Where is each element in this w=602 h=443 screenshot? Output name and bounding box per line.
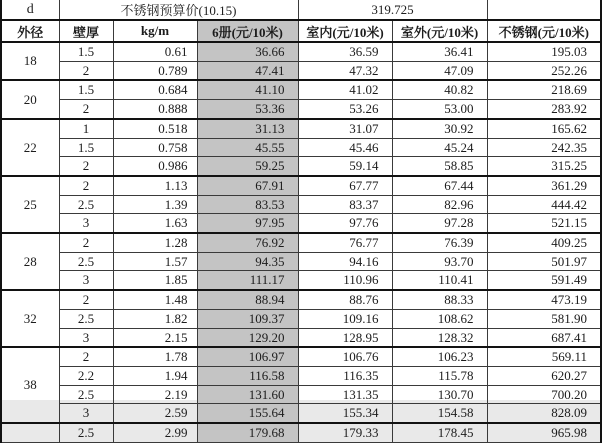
indoor-price-cell: 131.35 — [298, 385, 392, 404]
outdoor-price-cell: 45.24 — [392, 138, 487, 157]
outdoor-price-cell: 36.41 — [392, 42, 487, 61]
outdoor-price-cell: 82.96 — [392, 195, 487, 214]
book6-price-cell: 179.68 — [197, 423, 298, 442]
indoor-price-cell: 83.37 — [298, 195, 392, 214]
book6-price-cell: 131.60 — [197, 385, 298, 404]
book6-price-cell: 94.35 — [197, 252, 298, 271]
indoor-price-cell: 106.76 — [298, 347, 392, 366]
outdoor-price-cell: 97.28 — [392, 214, 487, 233]
outdoor-price-cell: 93.70 — [392, 252, 487, 271]
stainless-price-cell: 965.98 — [487, 423, 601, 442]
wall-thickness-cell: 1.5 — [59, 80, 113, 99]
wall-thickness-cell: 2 — [59, 347, 113, 366]
kg-per-m-cell: 0.986 — [113, 157, 197, 176]
wall-thickness-cell: 2 — [59, 290, 113, 309]
outdoor-price-cell: 53.00 — [392, 100, 487, 119]
stainless-price-cell: 591.49 — [487, 271, 601, 290]
stainless-price-cell: 242.35 — [487, 138, 601, 157]
indoor-price-cell: 45.46 — [298, 138, 392, 157]
wall-thickness-cell: 3 — [59, 328, 113, 347]
stainless-price-cell: 315.25 — [487, 157, 601, 176]
header-outdoor-price: 室外(元/10米) — [392, 20, 487, 42]
outdoor-price-cell: 154.58 — [392, 404, 487, 423]
outdoor-price-cell: 110.41 — [392, 271, 487, 290]
kg-per-m-cell: 1.94 — [113, 366, 197, 385]
book6-price-cell: 83.53 — [197, 195, 298, 214]
outdoor-price-cell: 76.39 — [392, 233, 487, 252]
book6-price-cell: 67.91 — [197, 176, 298, 195]
kg-per-m-cell: 0.758 — [113, 138, 197, 157]
outer-diameter-cell: 38 — [1, 347, 59, 423]
indoor-price-cell: 41.02 — [298, 80, 392, 99]
table-row — [1, 214, 601, 233]
book6-price-cell: 155.64 — [197, 404, 298, 423]
kg-per-m-cell: 1.85 — [113, 271, 197, 290]
stainless-price-cell: 252.26 — [487, 61, 601, 80]
indoor-price-cell: 47.32 — [298, 61, 392, 80]
stainless-price-cell: 473.19 — [487, 290, 601, 309]
stainless-price-cell: 409.25 — [487, 233, 601, 252]
wall-thickness-cell: 2.5 — [59, 309, 113, 328]
outer-diameter-cell: 28 — [1, 233, 59, 290]
book6-price-cell: 129.20 — [197, 328, 298, 347]
wall-thickness-cell: 2.2 — [59, 366, 113, 385]
kg-per-m-cell: 2.19 — [113, 385, 197, 404]
indoor-price-cell: 67.77 — [298, 176, 392, 195]
kg-per-m-cell: 0.888 — [113, 100, 197, 119]
kg-per-m-cell: 1.28 — [113, 233, 197, 252]
stainless-price-cell: 569.11 — [487, 347, 601, 366]
indoor-price-cell: 53.26 — [298, 100, 392, 119]
kg-per-m-cell: 0.684 — [113, 80, 197, 99]
table-row — [1, 252, 601, 271]
indoor-price-cell: 116.35 — [298, 366, 392, 385]
stainless-price-cell: 283.92 — [487, 100, 601, 119]
book6-price-cell: 47.41 — [197, 61, 298, 80]
table-row — [1, 423, 601, 442]
table-row — [1, 157, 601, 176]
kg-per-m-cell: 0.61 — [113, 42, 197, 61]
indoor-price-cell: 110.96 — [298, 271, 392, 290]
kg-per-m-cell: 1.39 — [113, 195, 197, 214]
indoor-price-cell: 94.16 — [298, 252, 392, 271]
kg-per-m-cell: 1.63 — [113, 214, 197, 233]
table-body — [1, 42, 601, 442]
header-book6-price: 6册(元/10米) — [197, 20, 298, 42]
indoor-price-cell: 97.76 — [298, 214, 392, 233]
header-outer-diameter: 外径 — [1, 20, 59, 42]
table-row — [1, 119, 601, 138]
table-row — [1, 366, 601, 385]
wall-thickness-cell: 1.5 — [59, 138, 113, 157]
indoor-price-cell: 76.77 — [298, 233, 392, 252]
outer-diameter-cell: 18 — [1, 42, 59, 80]
wall-thickness-cell: 2.5 — [59, 385, 113, 404]
outer-diameter-cell: 20 — [1, 80, 59, 118]
stainless-price-cell: 195.03 — [487, 42, 601, 61]
wall-thickness-cell: 2.5 — [59, 423, 113, 442]
outer-diameter-cell: 22 — [1, 119, 59, 176]
wall-thickness-cell: 3 — [59, 271, 113, 290]
table-row — [1, 195, 601, 214]
book6-price-cell: 31.13 — [197, 119, 298, 138]
outdoor-price-cell: 106.23 — [392, 347, 487, 366]
outer-diameter-cell: 25 — [1, 176, 59, 233]
wall-thickness-cell: 3 — [59, 214, 113, 233]
kg-per-m-cell: 1.78 — [113, 347, 197, 366]
table-row — [1, 61, 601, 80]
wall-thickness-cell: 3 — [59, 404, 113, 423]
outdoor-price-cell: 88.33 — [392, 290, 487, 309]
table-row — [1, 290, 601, 309]
table-row — [1, 404, 601, 423]
wall-thickness-cell: 2 — [59, 233, 113, 252]
table-row — [1, 385, 601, 404]
table-row — [1, 271, 601, 290]
kg-per-m-cell: 0.518 — [113, 119, 197, 138]
stainless-price-cell: 444.42 — [487, 195, 601, 214]
book6-price-cell: 36.66 — [197, 42, 298, 61]
kg-per-m-cell: 1.57 — [113, 252, 197, 271]
stainless-price-cell: 620.27 — [487, 366, 601, 385]
table-row — [1, 42, 601, 61]
stainless-price-cell: 828.09 — [487, 404, 601, 423]
indoor-price-cell: 109.16 — [298, 309, 392, 328]
book6-price-cell: 111.17 — [197, 271, 298, 290]
table-row — [1, 233, 601, 252]
stainless-price-cell: 501.97 — [487, 252, 601, 271]
diameter-symbol-label: d — [1, 0, 59, 20]
wall-thickness-cell: 2 — [59, 157, 113, 176]
outdoor-price-cell: 47.09 — [392, 61, 487, 80]
indoor-price-cell: 31.07 — [298, 119, 392, 138]
book6-price-cell: 109.37 — [197, 309, 298, 328]
table-row — [1, 176, 601, 195]
indoor-price-cell: 155.34 — [298, 404, 392, 423]
outdoor-price-cell: 67.44 — [392, 176, 487, 195]
wall-thickness-cell: 2 — [59, 176, 113, 195]
wall-thickness-cell: 2.5 — [59, 252, 113, 271]
book6-price-cell: 76.92 — [197, 233, 298, 252]
stainless-price-cell: 361.29 — [487, 176, 601, 195]
wall-thickness-cell: 1 — [59, 119, 113, 138]
header-stainless-price: 不锈钢(元/10米) — [487, 20, 601, 42]
wall-thickness-cell: 1.5 — [59, 42, 113, 61]
stainless-price-cell: 218.69 — [487, 80, 601, 99]
title-row — [1, 0, 601, 20]
indoor-price-cell: 128.95 — [298, 328, 392, 347]
outdoor-price-cell: 128.32 — [392, 328, 487, 347]
outdoor-price-cell: 40.82 — [392, 80, 487, 99]
book6-price-cell: 53.36 — [197, 100, 298, 119]
outdoor-price-cell: 30.92 — [392, 119, 487, 138]
stainless-price-cell: 581.90 — [487, 309, 601, 328]
stainless-price-cell: 700.20 — [487, 385, 601, 404]
wall-thickness-cell: 2 — [59, 100, 113, 119]
book6-price-cell: 116.58 — [197, 366, 298, 385]
table-row — [1, 80, 601, 99]
indoor-price-cell: 88.76 — [298, 290, 392, 309]
stainless-price-cell: 687.41 — [487, 328, 601, 347]
kg-per-m-cell: 2.59 — [113, 404, 197, 423]
outdoor-price-cell: 130.70 — [392, 385, 487, 404]
outer-diameter-cell — [1, 423, 59, 442]
budget-price-value: 319.725 — [298, 0, 487, 20]
stainless-price-cell: 521.15 — [487, 214, 601, 233]
kg-per-m-cell: 0.789 — [113, 61, 197, 80]
title-empty-cell — [487, 0, 601, 20]
stainless-price-cell: 165.62 — [487, 119, 601, 138]
column-header-row — [1, 20, 601, 42]
book6-price-cell: 59.25 — [197, 157, 298, 176]
header-wall-thickness: 壁厚 — [59, 20, 113, 42]
outdoor-price-cell: 58.85 — [392, 157, 487, 176]
wall-thickness-cell: 2.5 — [59, 195, 113, 214]
table-row — [1, 328, 601, 347]
kg-per-m-cell: 1.48 — [113, 290, 197, 309]
book6-price-cell: 45.55 — [197, 138, 298, 157]
outer-diameter-cell: 32 — [1, 290, 59, 347]
kg-per-m-cell: 1.82 — [113, 309, 197, 328]
book6-price-cell: 106.97 — [197, 347, 298, 366]
outdoor-price-cell: 108.62 — [392, 309, 487, 328]
table-row — [1, 100, 601, 119]
book6-price-cell: 41.10 — [197, 80, 298, 99]
outdoor-price-cell: 115.78 — [392, 366, 487, 385]
kg-per-m-cell: 2.15 — [113, 328, 197, 347]
header-kg-per-m: kg/m — [113, 20, 197, 42]
indoor-price-cell: 179.33 — [298, 423, 392, 442]
table-row — [1, 138, 601, 157]
outdoor-price-cell: 178.45 — [392, 423, 487, 442]
indoor-price-cell: 36.59 — [298, 42, 392, 61]
indoor-price-cell: 59.14 — [298, 157, 392, 176]
budget-price-title: 不锈钢预算价(10.15) — [59, 0, 298, 20]
kg-per-m-cell: 1.13 — [113, 176, 197, 195]
table-row — [1, 309, 601, 328]
wall-thickness-cell: 2 — [59, 61, 113, 80]
table-row — [1, 347, 601, 366]
kg-per-m-cell: 2.99 — [113, 423, 197, 442]
header-indoor-price: 室内(元/10米) — [298, 20, 392, 42]
book6-price-cell: 97.95 — [197, 214, 298, 233]
book6-price-cell: 88.94 — [197, 290, 298, 309]
